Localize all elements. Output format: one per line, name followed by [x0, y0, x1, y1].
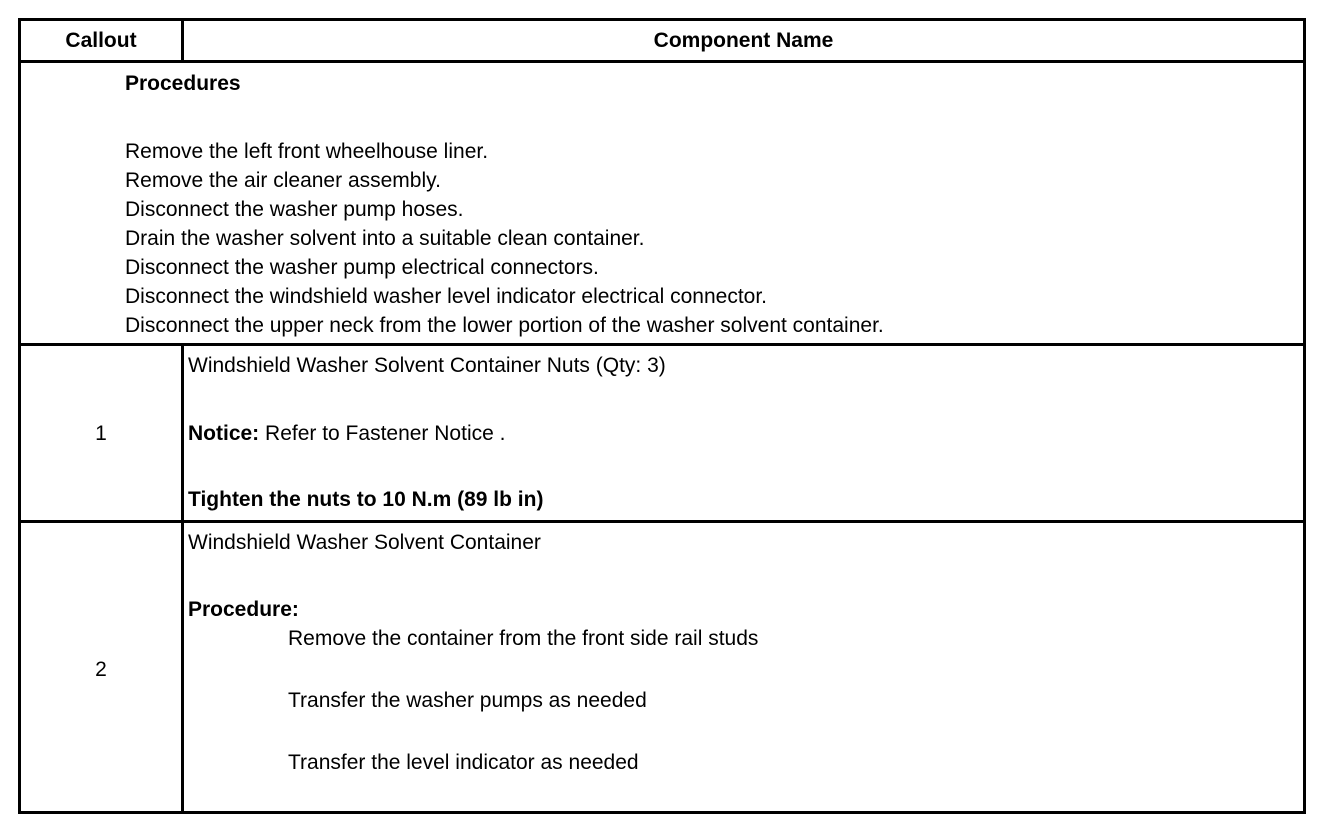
procedure-label: Procedure: — [188, 598, 299, 621]
component-name: Windshield Washer Solvent Container Nuts (Qty: 3) — [188, 354, 666, 377]
callout-cell — [21, 523, 184, 811]
notice-label: Notice: — [188, 422, 260, 445]
callout-number: 2 — [95, 658, 107, 681]
procedure-step: Remove the container from the front side rail studs — [288, 627, 759, 650]
table-row — [21, 346, 1303, 523]
procedures-row — [21, 63, 1303, 346]
component-name: Windshield Washer Solvent Container — [188, 531, 541, 554]
procedure-step: Disconnect the windshield washer level indicator electrical connector. — [125, 285, 767, 308]
notice-line — [188, 422, 505, 446]
callout-number: 1 — [95, 422, 107, 445]
procedure-step: Transfer the level indicator as needed — [288, 751, 639, 774]
component-table — [18, 18, 1306, 814]
table-row — [21, 523, 1303, 811]
header-callout: Callout — [65, 29, 137, 52]
header-callout-cell — [21, 21, 184, 60]
component-cell — [184, 523, 1303, 811]
header-component-name: Component Name — [653, 29, 834, 52]
callout-cell — [21, 346, 184, 520]
procedure-step: Disconnect the upper neck from the lower portion of the washer solvent container. — [125, 314, 884, 337]
component-cell — [184, 346, 1303, 520]
procedures-title: Procedures — [125, 72, 241, 95]
tighten-spec: Tighten the nuts to 10 N.m (89 lb in) — [188, 488, 544, 511]
header-component-cell — [184, 21, 1303, 60]
procedure-step: Remove the left front wheelhouse liner. — [125, 140, 489, 163]
procedure-step: Remove the air cleaner assembly. — [125, 169, 441, 192]
procedure-step: Disconnect the washer pump electrical connectors. — [125, 256, 599, 279]
procedure-step: Drain the washer solvent into a suitable clean container. — [125, 227, 645, 250]
notice-text: Refer to Fastener Notice . — [259, 422, 506, 445]
procedure-step: Transfer the washer pumps as needed — [288, 689, 647, 712]
table-header-row — [21, 21, 1303, 63]
procedure-step: Disconnect the washer pump hoses. — [125, 198, 464, 221]
